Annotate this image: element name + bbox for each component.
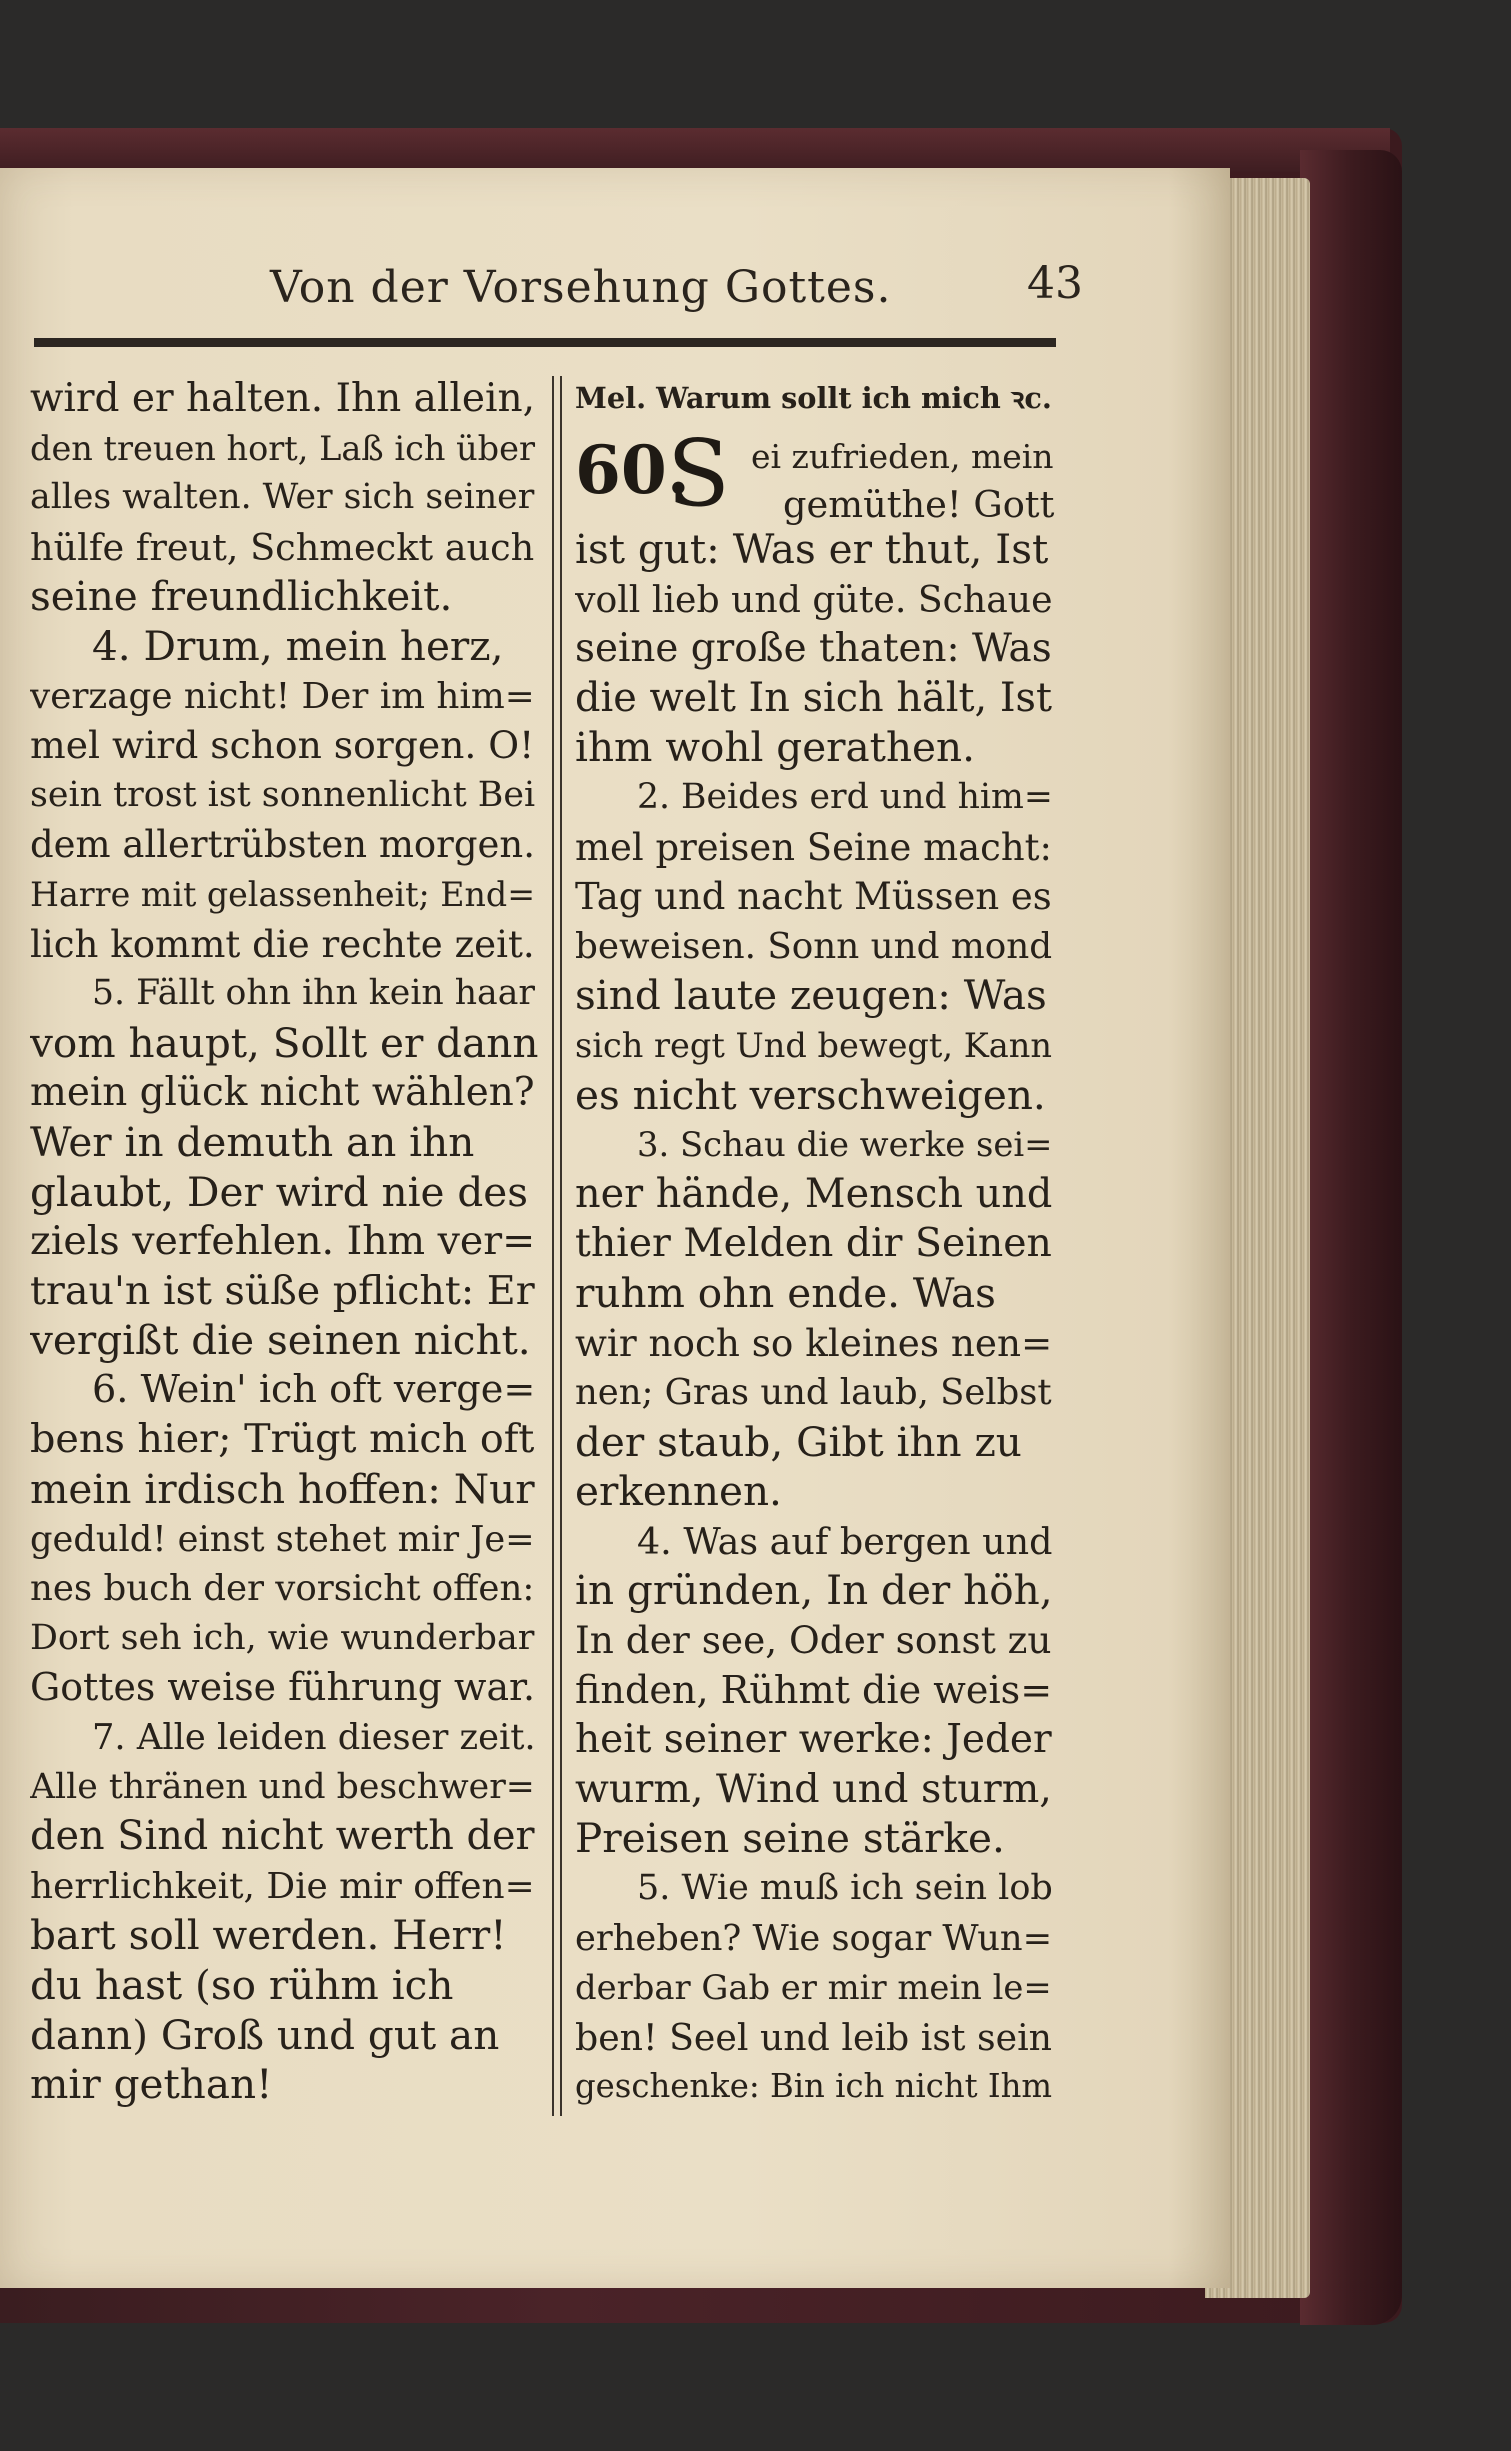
text-line: sind laute zeugen: Was bbox=[575, 971, 1047, 1020]
text-line: lich kommt die rechte zeit. bbox=[30, 922, 535, 966]
text-line: den treuen hort, Laß ich über bbox=[30, 428, 535, 468]
text-line: mel preisen Seine macht: bbox=[575, 825, 1052, 869]
verse-start-line: 7. Alle leiden dieser zeit. bbox=[92, 1717, 536, 1759]
text-line: ihm wohl gerathen. bbox=[575, 723, 975, 772]
hymn-number: 60. bbox=[575, 431, 690, 509]
text-line: der staub, Gibt ihn zu bbox=[575, 1417, 1022, 1466]
page-number: 43 bbox=[1027, 258, 1083, 309]
text-line: bens hier; Trügt mich oft bbox=[30, 1416, 535, 1463]
running-head: Von der Vorsehung Gottes. bbox=[270, 262, 892, 313]
verse-start-line: 3. Schau die werke sei= bbox=[637, 1125, 1053, 1165]
text-line: beweisen. Sonn und mond bbox=[575, 925, 1053, 967]
text-line: geduld! einst stehet mir Je= bbox=[30, 1518, 535, 1560]
text-line: es nicht verschweigen. bbox=[575, 1070, 1046, 1119]
text-line: In der see, Oder sonst zu bbox=[575, 1618, 1052, 1663]
text-line: erheben? Wie sogar Wun= bbox=[575, 1917, 1053, 1959]
text-line: derbar Gab er mir mein le= bbox=[575, 1968, 1052, 2008]
text-line: du hast (so rühm ich bbox=[30, 1961, 454, 2009]
left-column bbox=[30, 374, 540, 2110]
text-line: mein glück nicht wählen? bbox=[30, 1070, 535, 1116]
text-line: sein trost ist sonnenlicht Bei bbox=[30, 774, 536, 815]
text-line: ner hände, Mensch und bbox=[575, 1170, 1053, 1217]
text-line: Tag und nacht Müssen es bbox=[575, 875, 1052, 919]
text-line: ziels verfehlen. Ihm ver= bbox=[30, 1218, 536, 1265]
text-line: voll lieb und güte. Schaue bbox=[575, 577, 1053, 621]
text-line: Wer in demuth an ihn bbox=[30, 1117, 475, 1166]
text-line: ruhm ohn ende. Was bbox=[575, 1268, 996, 1317]
text-line: Alle thränen und beschwer= bbox=[30, 1766, 535, 1807]
text-line: heit seiner werke: Jeder bbox=[575, 1717, 1052, 1763]
text-line: wurm, Wind und sturm, bbox=[575, 1765, 1052, 1812]
text-line: herrlichkeit, Die mir offen= bbox=[30, 1865, 535, 1907]
text-line: Preisen seine stärke. bbox=[575, 1814, 1005, 1863]
text-line: seine große thaten: Was bbox=[575, 626, 1052, 672]
verse-start-line: 6. Wein' ich oft verge= bbox=[92, 1367, 536, 1412]
verse-start-line: 5. Fällt ohn ihn kein haar bbox=[92, 973, 535, 1014]
text-line: ben! Seel und leib ist sein bbox=[575, 2015, 1053, 2059]
column-divider bbox=[552, 376, 562, 2116]
text-line: in gründen, In der höh, bbox=[575, 1566, 1053, 1615]
text-line: dem allertrübsten morgen. bbox=[30, 823, 535, 867]
book-spine bbox=[1300, 150, 1402, 2325]
text-line: wir noch so kleines nen= bbox=[575, 1320, 1053, 1365]
text-line: vom haupt, Sollt er dann bbox=[30, 1018, 539, 1067]
text-line: trau'n ist süße pflicht: Er bbox=[30, 1267, 535, 1314]
header-rule bbox=[34, 338, 1056, 347]
right-column bbox=[575, 374, 1057, 2112]
text-line: bart soll werden. Herr! bbox=[30, 1911, 507, 1960]
text-line: Dort seh ich, wie wunderbar bbox=[30, 1617, 535, 1658]
verse-start-line: 4. Was auf bergen und bbox=[637, 1519, 1053, 1563]
text-line: ist gut: Was er thut, Ist bbox=[575, 525, 1049, 573]
text-line: nes buch der vorsicht offen: bbox=[30, 1568, 535, 1610]
text-line: Gottes weise führung war. bbox=[30, 1665, 535, 1710]
drop-cap: S bbox=[667, 420, 731, 527]
text-line: geschenke: Bin ich nicht Ihm bbox=[575, 2067, 1053, 2106]
text-line: wird er halten. Ihn allein, bbox=[30, 376, 535, 421]
text-line: hülfe freut, Schmeckt auch bbox=[30, 525, 535, 569]
verse-start-line: 2. Beides erd und him= bbox=[637, 776, 1053, 817]
text-line: vergißt die seinen nicht. bbox=[30, 1316, 531, 1365]
book-cover-top-edge bbox=[0, 128, 1390, 172]
verse-start-line: 5. Wie muß ich sein lob bbox=[637, 1868, 1053, 1909]
text-line: mein irdisch hoffen: Nur bbox=[30, 1465, 535, 1514]
text-line: mel wird schon sorgen. O! bbox=[30, 723, 535, 768]
text-line: mir gethan! bbox=[30, 2060, 273, 2109]
hymn-first-line: ei zufrieden, mein bbox=[751, 437, 1054, 476]
text-line: Harre mit gelassenheit; End= bbox=[30, 874, 536, 914]
text-line: erkennen. bbox=[575, 1467, 782, 1516]
melody-line: Mel. Warum sollt ich mich ꝛc. bbox=[575, 381, 1052, 415]
hymn-start bbox=[575, 420, 1057, 527]
hymn-second-line: gemüthe! Gott bbox=[783, 483, 1055, 526]
text-line: nen; Gras und laub, Selbst bbox=[575, 1372, 1052, 1414]
text-line: finden, Rühmt die weis= bbox=[575, 1667, 1053, 1712]
text-line: alles walten. Wer sich seiner bbox=[30, 477, 535, 518]
verse-start-line: 4. Drum, mein herz, bbox=[92, 621, 504, 670]
text-line: dann) Groß und gut an bbox=[30, 2010, 500, 2059]
text-line: glaubt, Der wird nie des bbox=[30, 1167, 529, 1216]
text-line: den Sind nicht werth der bbox=[30, 1813, 535, 1860]
text-line: verzage nicht! Der im him= bbox=[30, 675, 535, 717]
text-line: die welt In sich hält, Ist bbox=[575, 674, 1053, 721]
text-line: seine freundlichkeit. bbox=[30, 572, 453, 621]
text-line: sich regt Und bewegt, Kann bbox=[575, 1025, 1052, 1065]
text-line: thier Melden dir Seinen bbox=[575, 1220, 1052, 1267]
